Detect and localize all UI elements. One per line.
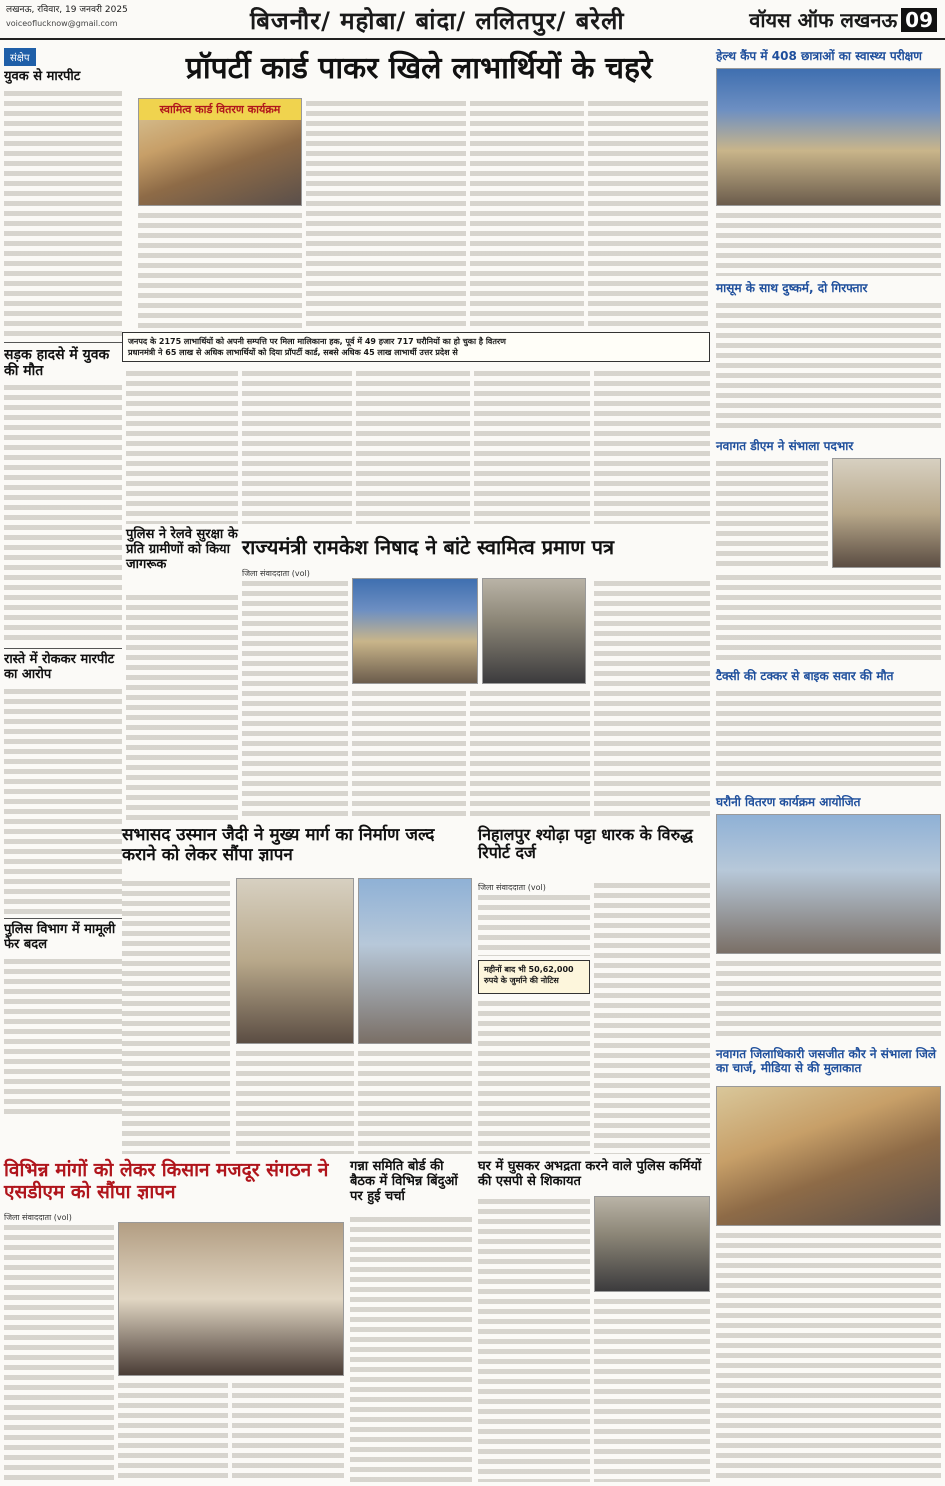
- lead-body-2: [306, 98, 466, 328]
- brief-body-3: [4, 686, 122, 914]
- right-body-3: [716, 458, 828, 568]
- right-photo-4: [716, 1086, 941, 1226]
- brief-headline-3: रास्ते में रोककर मारपीट का आरोप: [4, 652, 115, 683]
- lead-body-7: [356, 368, 470, 524]
- lead-body-1: [138, 210, 302, 328]
- memo-headline: सभासद उस्मान जैदी ने मुख्य मार्ग का निर्माण जल्द कराने को लेकर सौंपा ज्ञापन: [122, 825, 435, 865]
- nihalpur-byline: जिला संवाददाता (vol): [478, 883, 546, 892]
- lead-headline: प्रॉपर्टी कार्ड पाकर खिले लाभार्थियों के चहरे: [185, 51, 653, 86]
- farmer-body-1: [4, 1222, 114, 1482]
- farmer-body-3: [232, 1380, 344, 1482]
- right-photo-2: [832, 458, 941, 568]
- minister-body-1: [242, 578, 348, 820]
- memo-photo-2: [358, 878, 472, 1044]
- nihalpur-body-2: [478, 998, 590, 1154]
- right-photo-3: [716, 814, 941, 954]
- minister-byline: जिला संवाददाता (vol): [242, 569, 310, 578]
- farmer-photo: [118, 1222, 344, 1376]
- minister-photo-1: [352, 578, 478, 684]
- farmer-body-2: [118, 1380, 228, 1482]
- nihalpur-headline: निहालपुर श्योढ़ा पट्टा धारक के विरुद्ध रिपोर्ट दर्ज: [478, 825, 693, 863]
- lead-photo-banner: स्वामित्व कार्ड वितरण कार्यक्रम: [139, 99, 301, 120]
- right-body-2: [716, 300, 941, 432]
- section-title: बिजनौर/ महोबा/ बांदा/ ललितपुर/ बरेली: [250, 7, 625, 35]
- brief-body-1: [4, 88, 122, 338]
- brief-headline-2: सड़क हादसे में युवक की मौत: [4, 346, 110, 380]
- brief-headline-1: युवक से मारपीट: [4, 69, 81, 84]
- memo-body-1: [122, 878, 230, 1154]
- masthead: [0, 0, 945, 40]
- right-headline-4: टैक्सी की टक्कर से बाइक सवार की मौत: [716, 669, 894, 683]
- farmer-headline: विभिन्न मांगों को लेकर किसान मजदूर संगठन ने एसडीएम को सौंपा ज्ञापन: [4, 1159, 329, 1203]
- brief-column: [4, 46, 122, 1131]
- complaint-headline: घर में घुसकर अभद्रता करने वाले पुलिस कर्मियों की एसपी से शिकायत: [478, 1159, 702, 1189]
- memo-body-2: [236, 1048, 354, 1154]
- page-number: 09: [901, 8, 937, 32]
- right-headline-2: मासूम के साथ दुष्कर्म, दो गिरफ्तार: [716, 281, 868, 295]
- right-headline-3: नवागत डीएम ने संभाला पदभार: [716, 439, 854, 453]
- railway-headline: पुलिस ने रेलवे सुरक्षा के प्रति ग्रामीणों को किया जागरूक: [126, 527, 238, 572]
- date-text: लखनऊ, रविवार, 19 जनवरी 2025: [6, 5, 128, 15]
- lead-body-4: [588, 98, 708, 328]
- brand-logo: [749, 6, 937, 33]
- lead-body-3: [470, 98, 584, 328]
- minister-body-4: [594, 578, 710, 820]
- brand-name: वॉयस ऑफ लखनऊ: [749, 8, 898, 32]
- nihalpur-body-3: [594, 880, 710, 1154]
- right-headline-1: हेल्थ कैंप में 408 छात्राओं का स्वास्थ्य परीक्षण: [716, 49, 922, 63]
- right-body-1: [716, 210, 941, 276]
- lead-body-9: [594, 368, 710, 524]
- farmer-byline: जिला संवाददाता (vol): [4, 1213, 72, 1222]
- brief-body-2: [4, 382, 122, 644]
- lead-photo: [138, 98, 302, 206]
- lead-body-8: [474, 368, 590, 524]
- complaint-photo: [594, 1196, 710, 1292]
- brief-tag: संक्षेप: [4, 48, 36, 66]
- right-body-7: [716, 1230, 941, 1482]
- brief-body-4: [4, 956, 122, 1116]
- right-body-6: [716, 958, 941, 1040]
- lead-body-5: [126, 368, 238, 524]
- memo-body-3: [358, 1048, 472, 1154]
- brief-headline-4: पुलिस विभाग में मामूली फेर बदल: [4, 922, 116, 952]
- minister-headline: राज्यमंत्री रामकेश निषाद ने बांटे स्वामित्व प्रमाण पत्र: [242, 535, 615, 559]
- lead-highlight-box: [122, 332, 710, 362]
- complaint-body-1: [478, 1196, 590, 1482]
- lead-highlight-1: जनपद के 2175 लाभार्थियों को अपनी सम्पत्ति पर मिला मालिकाना हक, पूर्व में 49 हजार 717 घरौनियों का हो चुका है वितरण: [128, 337, 506, 346]
- nihalpur-callout: महीनों बाद भी 50,62,000 रुपये के जुर्माने की नोटिस: [478, 960, 590, 994]
- minister-body-3: [470, 688, 590, 820]
- lead-highlight-2: प्रधानमंत्री ने 65 लाख से अधिक लाभार्थियों को दिया प्रॉपर्टी कार्ड, सबसे अधिक 45 लाख लाभार्थी उत्तर प्रदेश से: [128, 348, 458, 357]
- minister-photo-2: [482, 578, 586, 684]
- sugarcane-headline: गन्ना समिति बोर्ड की बैठक में विभिन्न बिंदुओं पर हुई चर्चा: [350, 1159, 458, 1204]
- sugarcane-body: [350, 1214, 472, 1482]
- right-body-5: [716, 688, 941, 788]
- lead-body-6: [242, 368, 352, 524]
- minister-body-2: [352, 688, 466, 820]
- right-headline-6: नवागत जिलाधिकारी जसजीत कौर ने संभाला जिले का चार्ज, मीडिया से की मुलाकात: [716, 1047, 936, 1075]
- right-photo-1: [716, 68, 941, 206]
- right-headline-5: घरौनी वितरण कार्यक्रम आयोजित: [716, 795, 861, 809]
- complaint-body-2: [594, 1296, 710, 1482]
- railway-body: [126, 592, 238, 820]
- masthead-dateline: [6, 4, 128, 30]
- memo-photo-1: [236, 878, 354, 1044]
- email-text: voiceoflucknow@gmail.com: [6, 19, 118, 28]
- nihalpur-body-1: [478, 892, 590, 956]
- right-body-4: [716, 572, 941, 664]
